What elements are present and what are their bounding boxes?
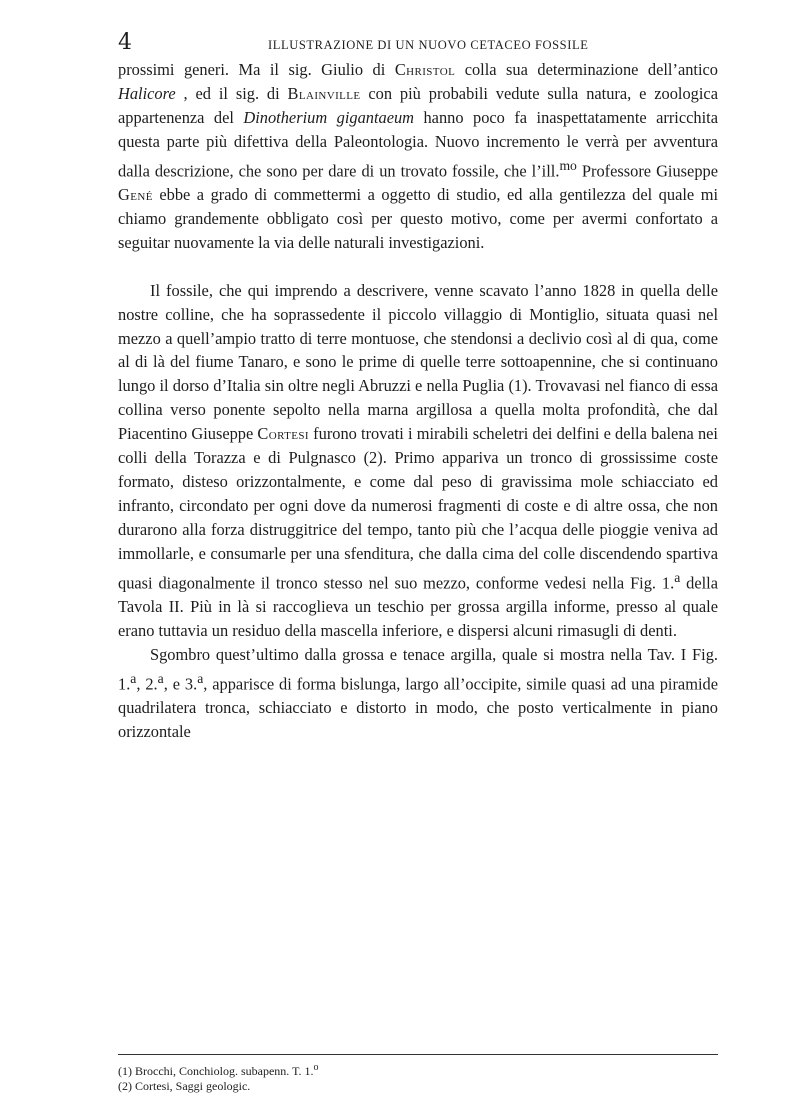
- text-run: prossimi generi. Ma il sig. Giulio di: [118, 60, 395, 79]
- paragraph: [118, 58, 718, 255]
- text-run: Il fossile, che qui imprendo a descrivere, venne scavato l’anno 1828 in quella delle nostre colline, che ha soprassedente il piccolo villaggio di Montiglio, situata quasi nel mezzo a quell’ampio tratto di terre montuose, che stendonsi a declivio così al di qua, come al di là del fiume Tanaro, e sono le prime di quelle terre sottoapennine, che si continuano lungo il dorso d’Italia sin oltre negli Abruzzi e nella Puglia (1). Trovavasi nel fianco di essa collina verso ponente sepolto nella marna argillosa a quella molta profondità, che dal Piacentino Giuseppe: [118, 280, 718, 444]
- text-run: hanno poco fa inaspettatamente arricchita questa parte più difettiva della Paleontologia. Nuovo incremento le verrà per avventura dalla descrizione, che sono per dare di un trovato fossile, che l’ill.: [118, 107, 718, 181]
- footnote-divider: [118, 1054, 718, 1055]
- footnote: [118, 1060, 718, 1079]
- text-run: della Tavola II. Più in là si raccoglieva un teschio per grossa argilla informe, presso al quale erano tuttavia un residuo della mascella inferiore, e dispersi alcuni rimasugli di denti.: [118, 573, 718, 640]
- text-run: , e 3.: [163, 674, 198, 694]
- text-run: furono trovati i mirabili scheletri dei delfini e della balena nei colli della Torazza e di Pulgnasco (2). Primo appariva un tronco di grossissime coste formato, disteso orizzontalmente, e come dal peso di gravissima mole schiacciato ed infranto, circondato per ogni dove da numerosi fragmenti di coste e di altre ossa, che non durarono alla forza distruggitrice del tempo, tanto più che l’acqua delle pioggie veniva ad immollarle, e consumarle per una sfenditura, che dalla cima del colle discendendo spartiva quasi diagonalmente il tronco stesso nel suo mezzo, conforme vedesi nella Fig. 1.: [118, 424, 718, 593]
- page-number: 4: [118, 30, 132, 55]
- text-run: , ed il sig. di: [175, 83, 288, 103]
- text-run: (2) Cortesi, Saggi geologic.: [118, 1079, 251, 1093]
- small-caps-name: Cortesi: [257, 424, 309, 444]
- superscript: o: [313, 1062, 319, 1073]
- superscript: a: [674, 569, 681, 585]
- text-run: Professore Giuseppe: [576, 161, 718, 181]
- text-run: , 2.: [136, 674, 158, 694]
- superscript: a: [130, 670, 137, 686]
- small-caps-name: Gené: [118, 185, 153, 204]
- italic-text: Halicore: [118, 83, 176, 103]
- text-run: , apparisce di forma bislunga, largo all’occipite, simile quasi ad una piramide quadrilatera tronca, schiacciato e distorto in modo, che posto verticalmente in piano orizzontale: [118, 674, 718, 741]
- body-text: [118, 58, 718, 744]
- text-run: colla sua determinazione dell’antico: [455, 60, 718, 79]
- text-run: (1) Brocchi, Conchiolog. subapenn. T. 1.: [118, 1064, 314, 1078]
- superscript: a: [157, 670, 164, 686]
- small-caps-name: Christol: [394, 60, 456, 79]
- footnote: [118, 1079, 718, 1094]
- page-header: [118, 30, 718, 60]
- paragraph: [118, 643, 718, 744]
- superscript: a: [197, 670, 204, 686]
- text-run: ebbe a grado di commettermi a oggetto di studio, ed alla gentilezza del quale mi chiamo grandemente obbligato così per questo motivo, come per avermi confortato a seguitar nuovamente la via delle naturali investigazioni.: [118, 185, 718, 252]
- running-title: ILLUSTRAZIONE DI UN NUOVO CETACEO FOSSILE: [268, 38, 589, 52]
- text-run: con più probabili vedute sulla natura, e zoologica appartenenza del: [118, 83, 718, 127]
- footnotes: [118, 1060, 718, 1094]
- paragraph: [118, 279, 718, 643]
- small-caps-name: Blainville: [287, 83, 361, 103]
- italic-text: Dinotherium gigantaeum: [243, 107, 415, 127]
- text-run: Sgombro quest’ultimo dalla grossa e tenace argilla, quale si mostra nella Tav. I Fig. 1.: [118, 644, 718, 694]
- superscript: mo: [559, 157, 577, 173]
